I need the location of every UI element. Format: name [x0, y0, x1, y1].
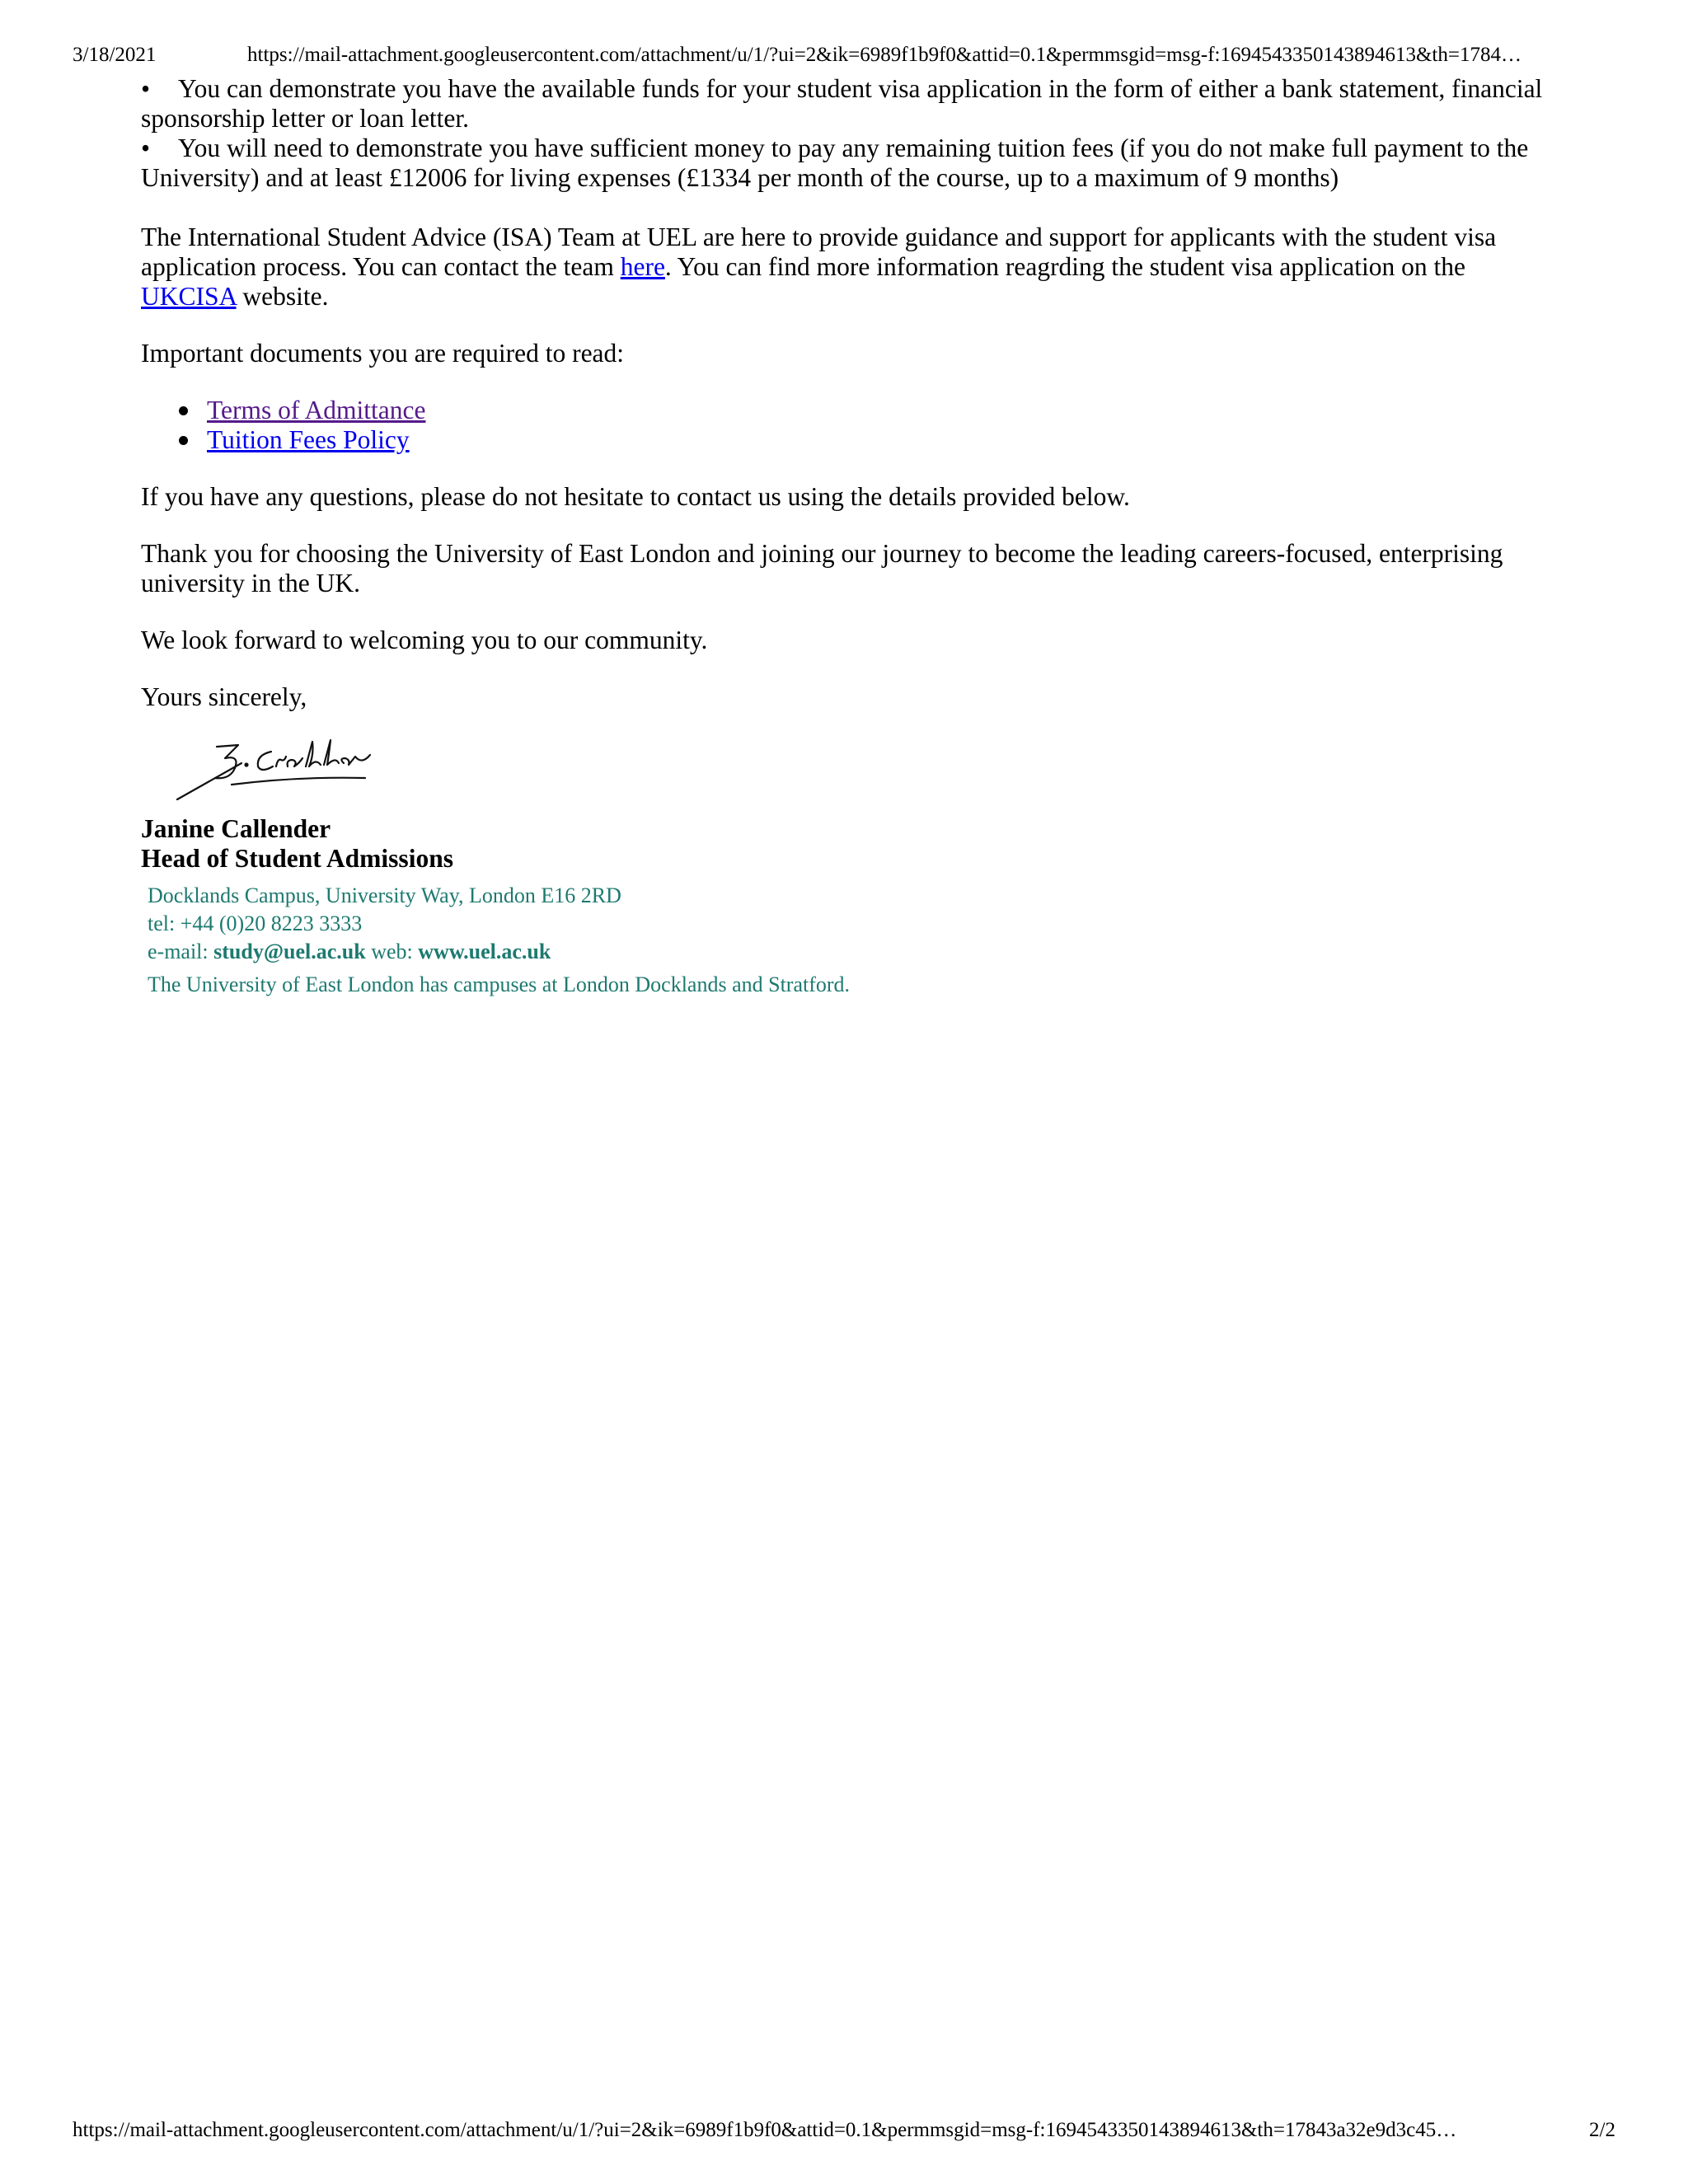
print-date: 3/18/2021 — [73, 44, 157, 66]
questions-paragraph: If you have any questions, please do not hesitate to contact us using the details provided below. — [141, 482, 1130, 511]
signatory-title: Head of Student Admissions — [141, 844, 453, 873]
signature-image — [174, 730, 388, 804]
list-item — [207, 396, 1550, 425]
terms-of-admittance-link[interactable]: Terms of Admittance — [207, 396, 426, 424]
contact-address: Docklands Campus, University Way, London E16 2RD — [148, 883, 621, 907]
closing-line: Yours sincerely, — [141, 682, 307, 711]
visa-requirements-list — [141, 74, 1550, 193]
print-footer — [73, 2116, 1615, 2144]
page-number: 2/2 — [1589, 2119, 1615, 2141]
welcome-paragraph: We look forward to welcoming you to our community. — [141, 626, 708, 654]
contact-email: study@uel.ac.uk — [213, 940, 366, 963]
documents-list — [141, 396, 1550, 455]
thanks-paragraph: Thank you for choosing the University of East London and joining our journey to become the leading careers-focused, enterprising university in the UK. — [141, 539, 1503, 598]
print-header-url: https://mail-attachment.googleusercontent.com/attachment/u/1/?ui=2&ik=6989f1b9f0&attid=0.1&permmsgid=msg-f:1694543350143894613&th=1784… — [247, 44, 1522, 66]
print-footer-url: https://mail-attachment.googleusercontent.com/attachment/u/1/?ui=2&ik=6989f1b9f0&attid=0.1&permmsgid=msg-f:1694543350143894613&th=17843a32e9d3c45… — [73, 2119, 1457, 2141]
signatory-name: Janine Callender — [141, 814, 331, 843]
isa-paragraph: The International Student Advice (ISA) Team at UEL are here to provide guidance and support for applicants with the student visa application process. You can contact the team here. You can find more information reagrding the student visa application on the UKCISA website. — [141, 223, 1497, 311]
contact-tel: tel: +44 (0)20 8223 3333 — [148, 912, 363, 935]
contact-web: www.uel.ac.uk — [418, 940, 551, 963]
handwritten-signature — [174, 730, 388, 804]
contact-email-web: e-mail: study@uel.ac.uk web: www.uel.ac.uk — [148, 940, 551, 963]
list-item: • You can demonstrate you have the available funds for your student visa application in the form of either a bank statement, financial sponsorship letter or loan letter. — [141, 74, 1543, 133]
letter-body — [141, 74, 1550, 999]
print-header — [73, 41, 1615, 69]
ukcisa-link[interactable]: UKCISA — [141, 282, 237, 311]
contact-campuses: The University of East London has campuses at London Docklands and Stratford. — [148, 972, 851, 996]
list-item: • You will need to demonstrate you have sufficient money to pay any remaining tuition fees (if you do not make full payment to the University) and at least £12006 for living expenses (£1334 per month of the course, up to a maximum of 9 months) — [141, 134, 1529, 192]
contact-details — [148, 882, 1550, 999]
bullet-icon: • — [141, 74, 151, 103]
tuition-fees-policy-link[interactable]: Tuition Fees Policy — [207, 425, 410, 454]
signatory-block — [141, 814, 1550, 874]
bullet-icon: • — [141, 134, 151, 162]
isa-contact-link[interactable]: here — [620, 252, 665, 281]
documents-intro: Important documents you are required to read: — [141, 339, 625, 368]
list-item — [207, 425, 1550, 455]
